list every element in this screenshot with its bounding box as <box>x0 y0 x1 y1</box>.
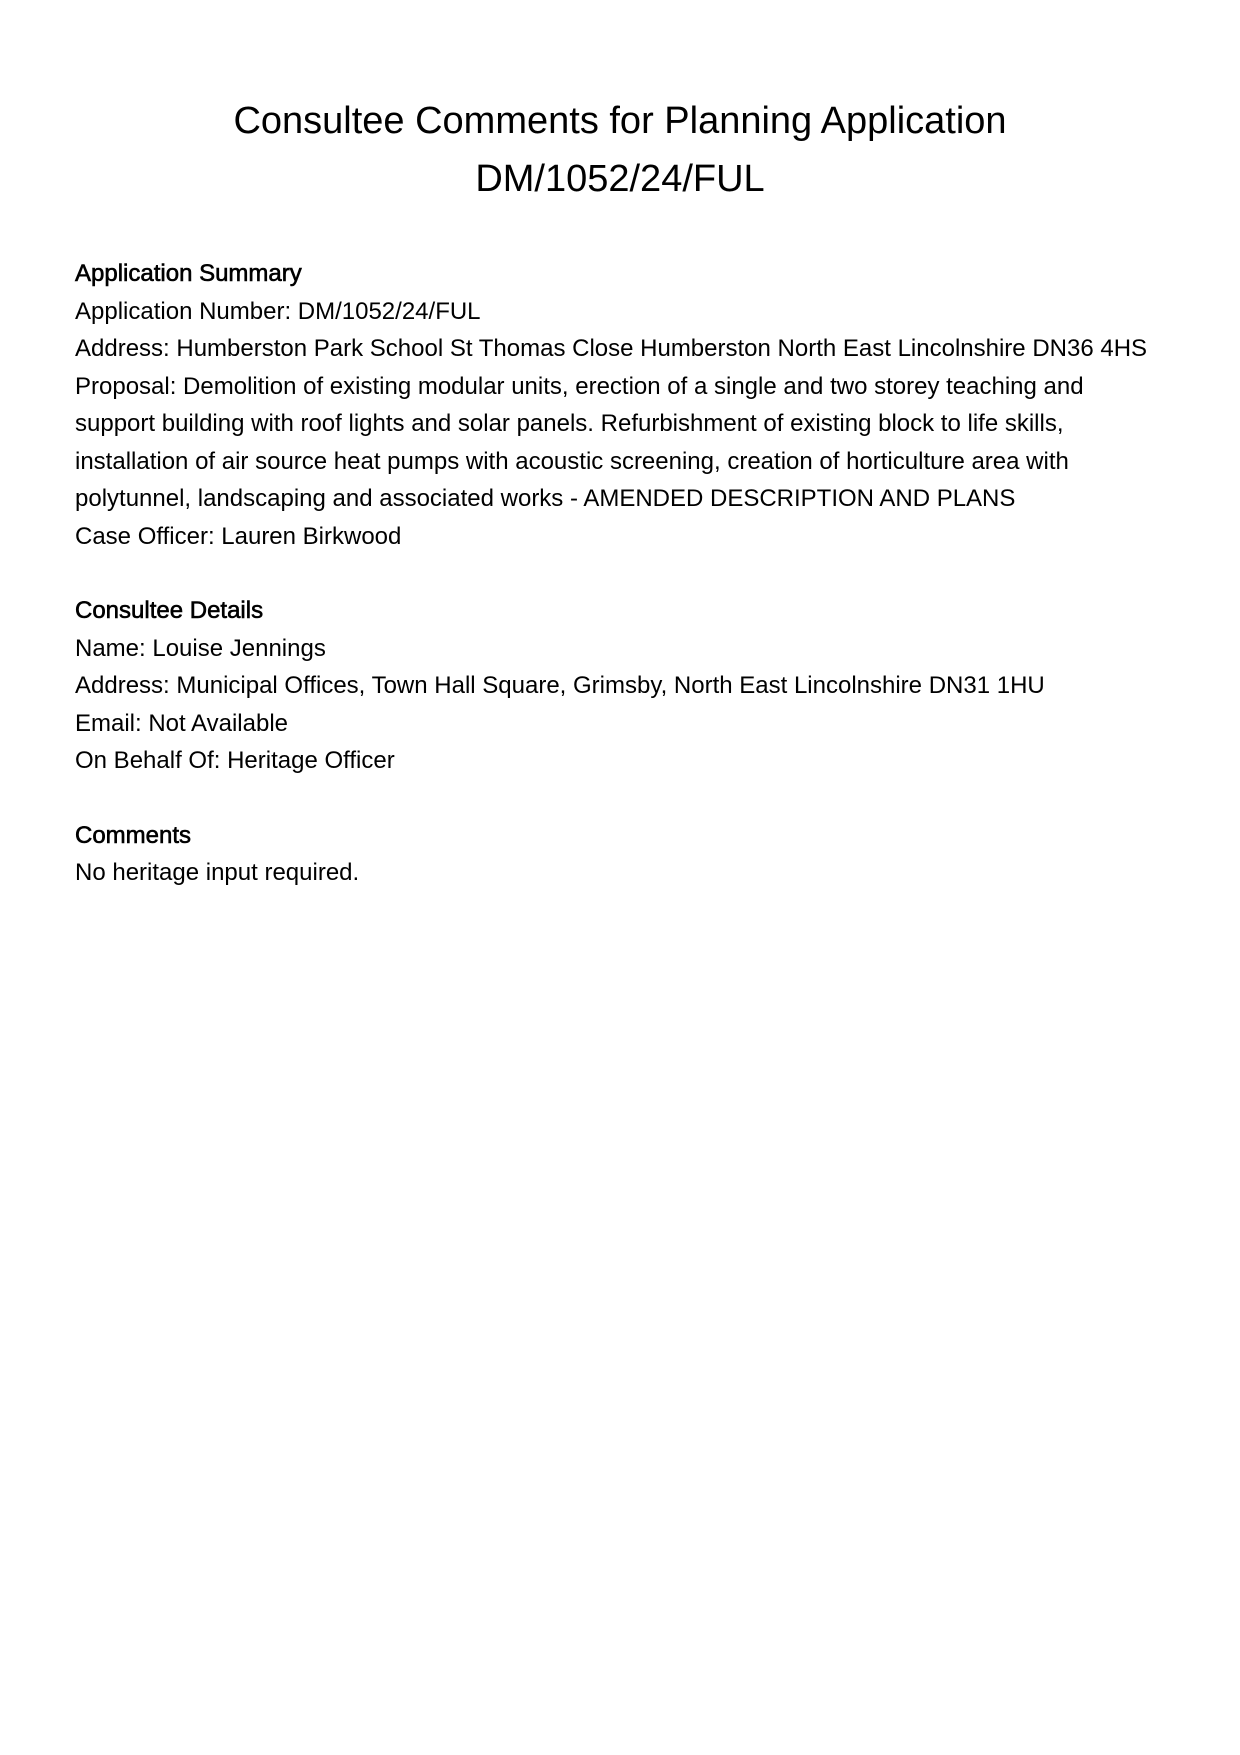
document-body <box>75 255 1155 929</box>
consultee-address: Address: Municipal Offices, Town Hall Square, Grimsby, North East Lincolnshire DN31 1HU <box>75 672 1045 699</box>
case-officer: Case Officer: Lauren Birkwood <box>75 522 402 550</box>
application-proposal: Proposal: Demolition of existing modular units, erection of a single and two storey teaching and support building with roof lights and solar panels. Refurbishment of existing block to life skills, installation of air source heat pumps with acoustic screening, creation of horticulture area with polytunnel, landscaping and associated works - AMENDED DESCRIPTION AND PLANS <box>75 372 1084 512</box>
page-title-line-2: DM/1052/24/FUL <box>475 158 765 200</box>
consultee-details-heading: Consultee Details <box>75 597 264 624</box>
application-number: Application Number: DM/1052/24/FUL <box>75 297 481 325</box>
application-summary-heading: Application Summary <box>75 260 302 287</box>
application-address: Address: Humberston Park School St Thomas Close Humberston North East Lincolnshire DN36 4HS <box>75 335 1148 362</box>
application-summary-section <box>75 255 1155 555</box>
consultee-email: Email: Not Available <box>75 709 288 737</box>
comments-section <box>75 817 1155 892</box>
comments-text: No heritage input required. <box>75 859 360 886</box>
consultee-details-section <box>75 592 1155 780</box>
consultee-on-behalf-of: On Behalf Of: Heritage Officer <box>75 747 395 774</box>
page-title-line-1: Consultee Comments for Planning Application <box>233 100 1007 142</box>
consultee-name: Name: Louise Jennings <box>75 634 326 662</box>
comments-heading: Comments <box>75 821 192 849</box>
page-title <box>0 92 1240 208</box>
